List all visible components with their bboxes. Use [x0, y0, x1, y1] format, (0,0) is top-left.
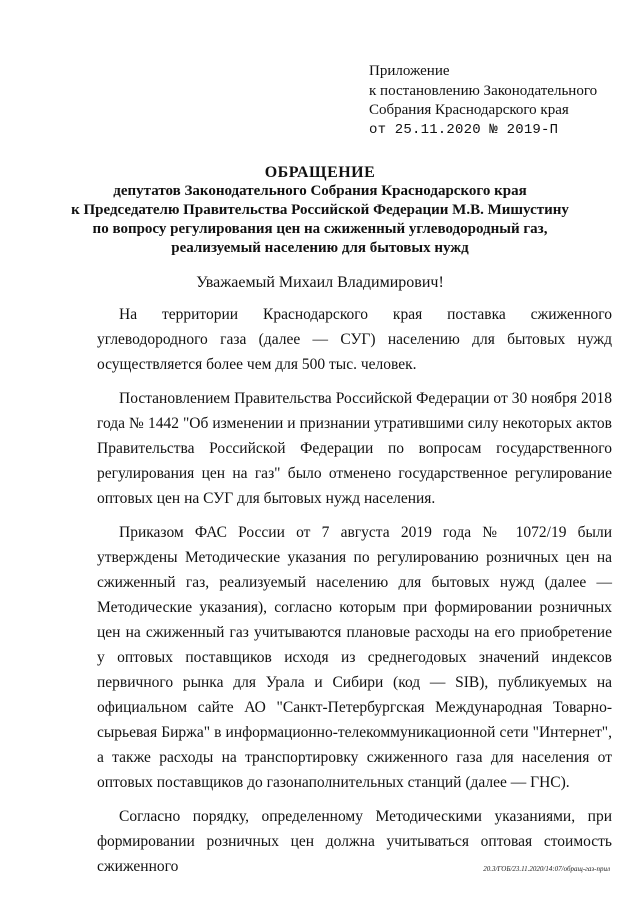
body-paragraph-3: Приказом ФАС России от 7 августа 2019 года № 1072/19 были утверждены Методические указания по регулированию розничных цен на сжиженный газ, реализуемый населению для бытовых нужд (далее — Методические указания), согласно которым при формировании розничных цен на сжиженный газ учитываются плановые расходы на его приобретение у оптовых поставщиков исходя из среднегодовых значений индексов первичного рынка для Урала и Сибири (код — SIB), публикуемых на официальном сайте АО "Санкт-Петербургская Международная Товарно-сырьевая Биржа" в информационно-телекоммуникационной сети "Интернет", а также расходы на транспортировку сжиженного газа для населения от оптовых поставщиков до газонаполнительных станций (далее — ГНС).: [97, 524, 612, 791]
document-body: [97, 302, 612, 888]
body-paragraph-2: Постановлением Правительства Российской Федерации от 30 ноября 2018 года № 1442 "Об изменении и признании утратившими силу некоторых актов Правительства Российской Федерации по вопросам государственного регулирования цен на газ" было отменено государственное регулирование оптовых цен на СУГ для бытовых нужд населения.: [97, 390, 612, 507]
document-title: ОБРАЩЕНИЕ: [264, 164, 376, 181]
appendix-assembly-name: Собрания Краснодарского края: [369, 102, 569, 118]
salutation: Уважаемый Михаил Владимирович!: [196, 274, 444, 291]
appendix-date-number: от 25.11.2020 № 2019-П: [369, 121, 559, 138]
body-paragraph-1: На территории Краснодарского края поставка сжиженного углеводородного газа (далее — СУГ) населению для бытовых нужд осуществляется более чем для 500 тыс. человек.: [97, 306, 612, 373]
body-paragraph-4: Согласно порядку, определенному Методическими указаниями, при формировании розничных цен должна учитываться оптовая стоимость сжиженного: [97, 808, 612, 875]
appendix-resolution-ref: к постановлению Законодательного: [369, 82, 598, 99]
heading-line-4: реализуемый населению для бытовых нужд: [171, 240, 469, 256]
appendix-label: Приложение: [369, 63, 450, 79]
footer-document-code: 20.3/ГОБ/23.11.2020/14:07/обращ-газ-прил: [483, 865, 610, 873]
document-heading: [60, 163, 580, 258]
heading-line-1: депутатов Законодательного Собрания Краснодарского края: [113, 183, 527, 199]
heading-line-3: по вопросу регулирования цен на сжиженный углеводородный газ,: [92, 221, 548, 237]
heading-line-2: к Председателю Правительства Российской Федерации М.В. Мишустину: [71, 202, 569, 218]
appendix-block: [369, 62, 597, 140]
